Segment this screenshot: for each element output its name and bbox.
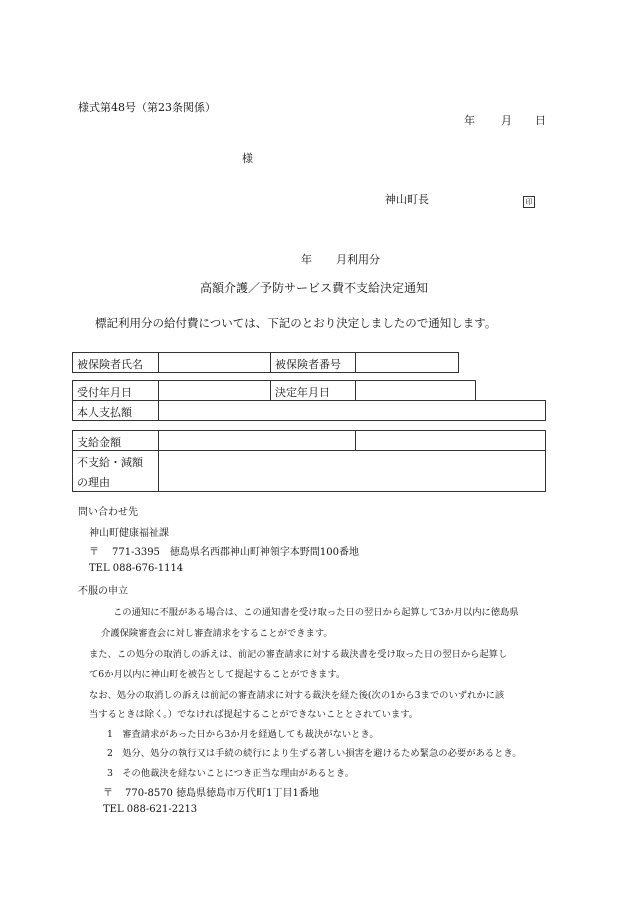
payment-amount-label: 支給金額 (77, 436, 121, 449)
table-row-dates (72, 380, 476, 401)
appeal-item-2: 2 処分、処分の執行又は手続の続行により生ずる著しい損害を避けるため緊急の必要があるとき。 (107, 748, 522, 759)
seal-stamp: 印 (523, 191, 535, 210)
reason-label-line1: 不支給・減額 (77, 456, 143, 469)
date-day-label: 日 (535, 114, 546, 127)
self-payment-label: 本人支払額 (77, 406, 132, 419)
appeal-p1-line1: この通知に不服がある場合は、この通知書を受け取った日の翌日から起算して3か月以内に徳島県 (113, 607, 519, 618)
date-year-label: 年 (464, 114, 475, 127)
usage-year-label: 年 (301, 253, 312, 266)
usage-month-label: 月利用分 (336, 253, 380, 266)
insured-number-label: 被保険者番号 (275, 358, 341, 371)
appeal-p3-line1: なお、処分の取消しの訴えは前記の審査請求に対する裁決を経た後(次の1から3までのいずれかに該 (89, 690, 505, 701)
reason-label-line2: の理由 (77, 476, 110, 489)
appeal-p3-line2: 当するときは除く。）でなければ提起することができないこととされています。 (89, 709, 419, 720)
contact-address: 771-3395 徳島県名西郡神山町神領字本野間100番地 (112, 547, 360, 558)
appeal-item-3: 3 その他裁決を経ないことにつき正当な理由があるとき。 (107, 768, 355, 779)
appeal-postal-mark: 〒 (103, 788, 113, 799)
decision-date-label: 決定年月日 (275, 386, 330, 399)
intro-text: 標記利用分の給付費については、下記のとおり決定しましたので通知します。 (95, 316, 497, 330)
contact-department: 神山町健康福祉課 (89, 528, 169, 539)
appeal-address-line (103, 784, 319, 799)
form-number: 様式第48号（第23条関係） (78, 101, 216, 114)
table-row-self-payment (72, 400, 546, 421)
contact-tel: TEL 088-676-1114 (89, 563, 184, 574)
document-title: 高額介護／予防サービス費不支給決定通知 (200, 281, 429, 295)
appeal-address: 770-8570 徳島県徳島市万代町1丁目1番地 (125, 788, 319, 799)
received-date-label: 受付年月日 (77, 386, 132, 399)
appeal-tel: TEL 088-621-2213 (103, 804, 198, 815)
postal-mark: 〒 (89, 547, 99, 558)
appeal-item-1: 1 審査請求があった日から3か月を経過しても裁決がないとき。 (107, 729, 379, 740)
date-month-label: 月 (501, 114, 512, 127)
contact-heading: 問い合わせ先 (78, 507, 138, 518)
appeal-heading: 不服の申立 (78, 586, 128, 597)
insured-name-label: 被保険者氏名 (77, 358, 143, 371)
sender-name: 神山町長 (385, 193, 429, 206)
table-payment (72, 430, 546, 492)
appeal-p2-line1: また、この処分の取消しの訴えは、前記の審査請求に対する裁決書を受け取った日の翌日から起算し (89, 649, 508, 660)
recipient-suffix: 様 (242, 152, 253, 165)
appeal-p2-line2: て6か月以内に神山町を被告として提起することができます。 (89, 669, 346, 680)
appeal-p1-line2: 介護保険審査会に対し審査請求をすることができます。 (101, 628, 333, 639)
contact-address-line (89, 543, 359, 558)
